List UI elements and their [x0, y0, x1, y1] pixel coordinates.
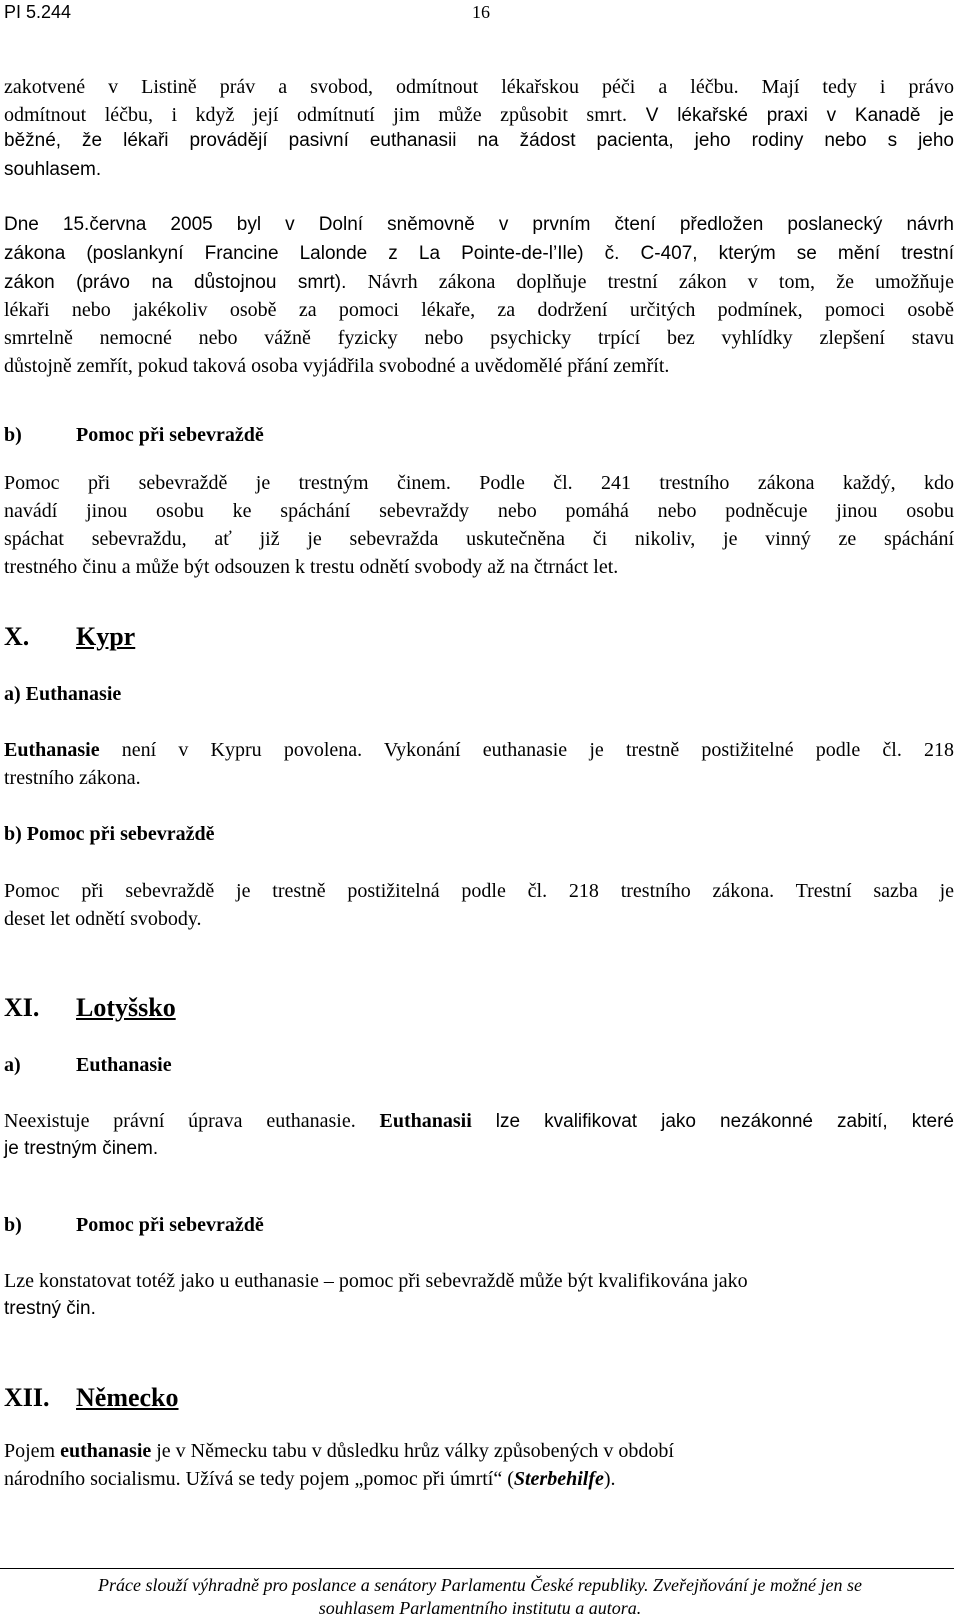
paragraph-line: Dne 15.června 2005 byl v Dolní sněmovně v prvním čtení předložen poslanecký návrh — [4, 214, 954, 235]
paragraph-line: Pomoc při sebevraždě je trestným činem. Podle čl. 241 trestního zákona každý, kdo — [4, 472, 954, 494]
section-heading: b) Pomoc při sebevraždě — [4, 1214, 264, 1236]
section-heading: a) Euthanasie — [4, 1054, 172, 1076]
chapter-heading: XI. Lotyšsko — [4, 993, 176, 1022]
paragraph-line: důstojně zemřít, pokud taková osoba vyjádřila svobodné a uvědomělé přání zemřít. — [4, 355, 670, 377]
footer-divider — [0, 1568, 954, 1569]
paragraph-line: deset let odnětí svobody. — [4, 908, 202, 930]
section-heading: b) Pomoc při sebevraždě — [4, 823, 215, 845]
footer-line: souhlasem Parlamentního institutu a autora. — [318, 1598, 642, 1618]
page-number: 16 — [472, 2, 490, 22]
paragraph-line: zákona (poslankyní Francine Lalonde z La Pointe-de-l’Ile) č. C-407, kterým se mění trestní — [4, 243, 954, 264]
paragraph-line: trestného činu a může být odsouzen k trestu odnětí svobody až na čtrnáct let. — [4, 556, 619, 578]
paragraph-line: odmítnout léčbu, i když její odmítnutí jim může způsobit smrt. V lékařské praxi v Kanadě je — [4, 104, 954, 126]
paragraph-line: lékaři nebo jakékoliv osobě za pomoci lékaře, za dodržení určitých podmínek, pomoci osobě — [4, 299, 954, 321]
paragraph-line: Lze konstatovat totéž jako u euthanasie – pomoc při sebevraždě může být kvalifikována jako — [4, 1270, 748, 1292]
page-header — [4, 0, 954, 24]
paragraph-line: Pojem euthanasie je v Německu tabu v důsledku hrůz války způsobených v období — [4, 1440, 674, 1462]
paragraph-line: smrtelně nemocné nebo vážně fyzicky nebo psychicky trpící bez vyhlídky zlepšení stavu — [4, 327, 954, 349]
paragraph-line: Neexistuje právní úprava euthanasie. Euthanasii lze kvalifikovat jako nezákonné zabití, které — [4, 1110, 954, 1132]
section-heading: a) Euthanasie — [4, 683, 122, 705]
paragraph-line: národního socialismu. Užívá se tedy pojem „pomoc při úmrtí“ (Sterbehilfe). — [4, 1468, 616, 1490]
paragraph-line: Pomoc při sebevraždě je trestně postižitelná podle čl. 218 trestního zákona. Trestní sazba je — [4, 880, 954, 902]
paragraph-line: trestního zákona. — [4, 767, 141, 789]
paragraph-line: navádí jinou osobu ke spáchání sebevraždy nebo pomáhá nebo podněcuje jinou osobu — [4, 500, 954, 522]
paragraph-line: běžné, že lékaři provádějí pasivní euthanasii na žádost pacienta, jeho rodiny nebo s jeho — [4, 130, 954, 151]
paragraph-line: Euthanasie není v Kypru povolena. Vykonání euthanasie je trestně postižitelné podle čl. 218 — [4, 739, 954, 761]
paragraph-line: je trestným činem. — [4, 1138, 159, 1159]
paragraph-line: zákon (právo na důstojnou smrt). Návrh zákona doplňuje trestní zákon v tom, že umožňuje — [4, 271, 954, 293]
paragraph-line: zakotvené v Listině práv a svobod, odmítnout lékařskou péči a léčbu. Mají tedy i právo — [4, 76, 954, 98]
paragraph-line: souhlasem. — [4, 159, 102, 180]
document-id: PI 5.244 — [4, 2, 72, 22]
section-heading: b) Pomoc při sebevraždě — [4, 424, 264, 446]
paragraph-line: spáchat sebevraždu, ať již je sebevražda uskutečněna či nikoliv, je vinný ze spáchání — [4, 528, 954, 550]
footer-line: Práce slouží výhradně pro poslance a senátory Parlamentu České republiky. Zveřejňování je možné jen se — [98, 1575, 862, 1595]
chapter-heading: XII. Německo — [4, 1383, 179, 1412]
paragraph-line: trestný čin. — [4, 1298, 96, 1319]
chapter-heading: X. Kypr — [4, 622, 136, 651]
